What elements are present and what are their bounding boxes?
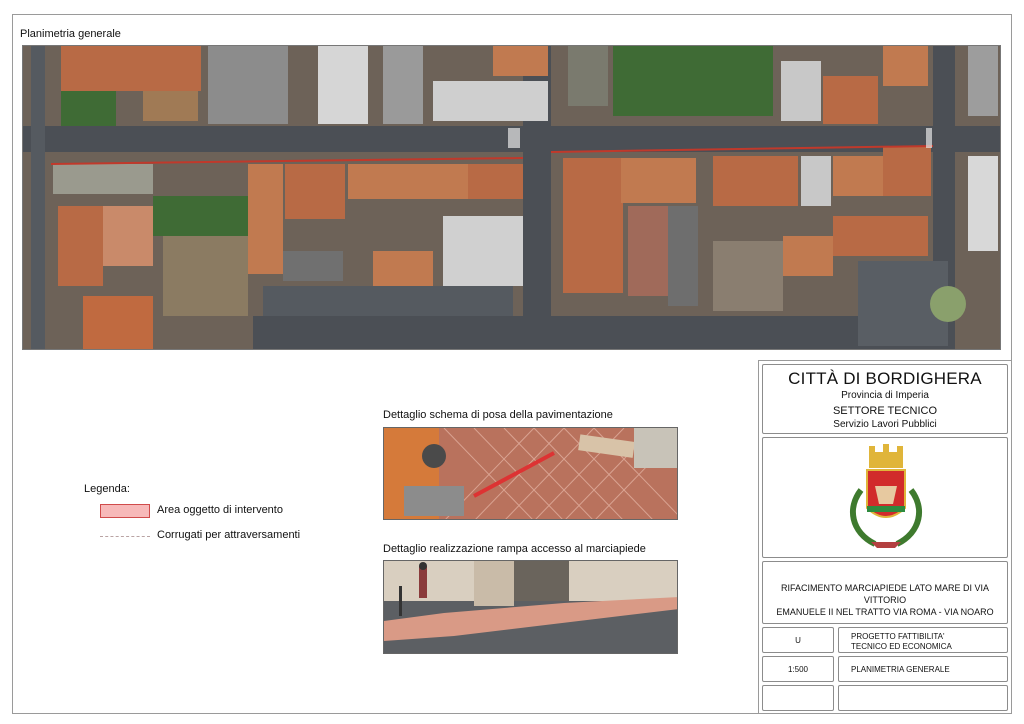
paving-detail-photo [383, 427, 678, 520]
legend-title: Legenda: [84, 483, 130, 495]
phase-description-line1: PROGETTO FATTIBILITA' [851, 632, 945, 641]
title-block-logo-box [762, 437, 1008, 558]
project-title-box [762, 561, 1008, 624]
title-block-header [762, 364, 1008, 434]
phase-description-line2: TECNICO ED ECONOMICA [851, 642, 952, 651]
scale-box [762, 656, 834, 682]
detail-caption-pavimentazione: Dettaglio schema di posa della pavimentazione [383, 409, 613, 421]
phase-code-box [762, 627, 834, 653]
sheet-title-box [838, 656, 1008, 682]
sheet-title: PLANIMETRIA GENERALE [851, 665, 950, 674]
project-title-line2: EMANUELE II NEL TRATTO VIA ROMA - VIA NOARO [776, 607, 994, 617]
section-title: Planimetria generale [20, 28, 121, 40]
phase-desc-box [838, 627, 1008, 653]
empty-desc-box [838, 685, 1008, 711]
aerial-plan-image [22, 45, 1001, 350]
legend-dash-corrugati [100, 536, 150, 537]
detail-caption-rampa: Dettaglio realizzazione rampa accesso al marciapiede [383, 543, 646, 555]
legend-label-area: Area oggetto di intervento [157, 504, 283, 516]
project-title-line1: RIFACIMENTO MARCIAPIEDE LATO MARE DI VIA VITTORIO [780, 583, 990, 605]
legend-label-corrugati: Corrugati per attraversamenti [157, 529, 301, 541]
province-name: Provincia di Imperia [841, 390, 929, 401]
legend-swatch-area [100, 504, 150, 518]
city-name: CITTÀ DI BORDIGHERA [788, 369, 982, 388]
scale-value: 1:500 [787, 665, 809, 674]
coat-of-arms-emblem [763, 438, 1009, 559]
ramp-detail-photo [383, 560, 678, 654]
empty-code-box [762, 685, 834, 711]
phase-code: U [795, 636, 801, 645]
department-name: SETTORE TECNICO [832, 405, 938, 417]
phase-description [851, 632, 952, 652]
service-name: Servizio Lavori Pubblici [833, 419, 937, 430]
project-title [763, 582, 1007, 618]
